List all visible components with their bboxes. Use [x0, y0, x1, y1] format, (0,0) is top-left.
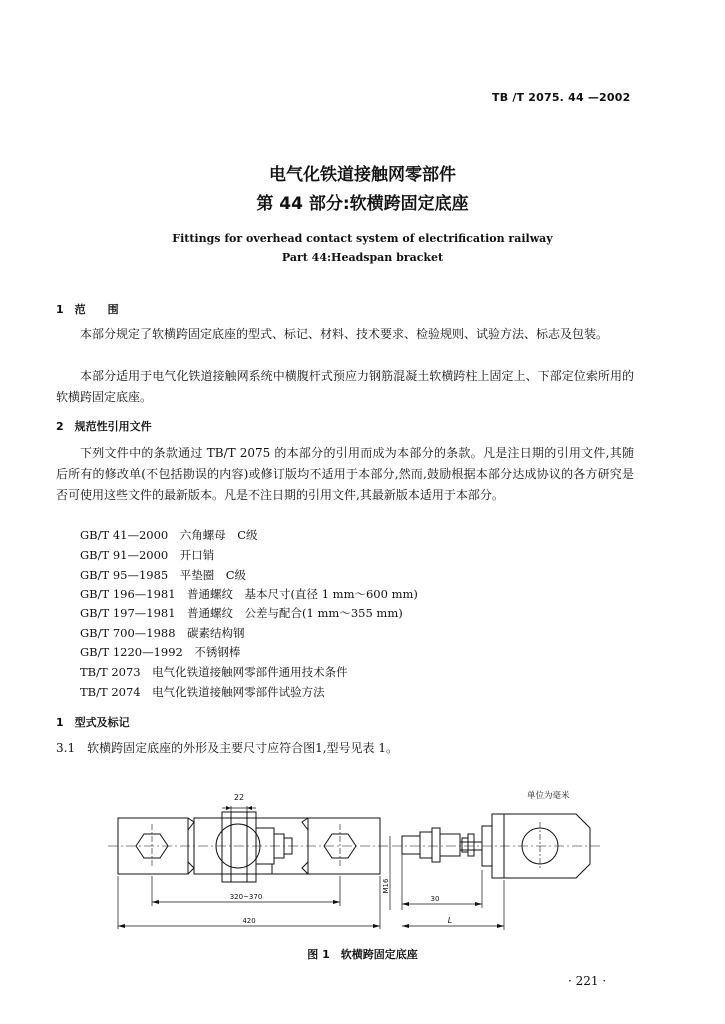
clause-3-1: 3.1 软横跨固定底座的外形及主要尺寸应符合图1,型号见表 1。: [56, 741, 398, 755]
section-1-para-2: 本部分适用于电气化铁道接触网系统中横腹杆式预应力钢筋混凝土软横跨柱上固定上、下部定位索所用的软横跨固定底座。: [56, 369, 634, 404]
dim-30-label: 30: [430, 895, 440, 903]
reference-item: GB/T 1220—1992 不锈钢棒: [80, 645, 241, 659]
title-line-2: 第 44 部分:软横跨固定底座: [256, 194, 469, 214]
unit-note: 单位为毫米: [527, 791, 570, 801]
dim-22-label: 22: [233, 793, 245, 802]
title-line-1: 电气化铁道接触网零部件: [269, 165, 456, 185]
dim-420-label: 420: [242, 917, 256, 925]
english-title-line-1: Fittings for overhead contact system of electrification railway: [172, 232, 553, 245]
english-title-line-2: Part 44:Headspan bracket: [281, 251, 444, 264]
section-2-heading: 2 规范性引用文件: [56, 420, 152, 433]
dim-m16-label: M16: [382, 878, 390, 894]
figure-1-drawing: [90, 784, 600, 939]
reference-item: GB/T 700—1988 碳素结构钢: [80, 626, 245, 640]
front-view: [108, 806, 390, 929]
reference-item: GB/T 95—1985 平垫圈 C级: [80, 568, 247, 582]
section-1-heading: 1 范 围: [56, 303, 119, 316]
section-2-para: 下列文件中的条款通过 TB/T 2075 的本部分的引用而成为本部分的条款。凡是注日期的引用文件,其随后所有的修改单(不包括勘误的内容)或修订版均不适用于本部分,然而,鼓励根据本部分达成协议的各方研究是否可使用这些文件的最新版本。凡是不注日期的引用文件,其最新版本适用于本部分。: [56, 446, 634, 502]
figure-caption: 图 1 软横跨固定底座: [307, 948, 418, 961]
reference-item: TB/T 2074 电气化铁道接触网零部件试验方法: [80, 685, 325, 699]
section-3-heading: 1 型式及标记: [56, 716, 130, 729]
page-number: · 221 ·: [568, 974, 607, 988]
dim-320-370-label: 320~370: [229, 893, 263, 901]
reference-item: GB/T 197—1981 普通螺纹 公差与配合(1 mm～355 mm): [80, 606, 403, 620]
reference-item: GB/T 91—2000 开口销: [80, 548, 215, 562]
dim-l-label: L: [447, 916, 453, 925]
reference-item: GB/T 196—1981 普通螺纹 基本尺寸(直径 1 mm～600 mm): [80, 587, 418, 601]
reference-item: TB/T 2073 电气化铁道接触网零部件通用技术条件: [80, 665, 348, 679]
reference-item: GB/T 41—2000 六角螺母 C级: [80, 528, 258, 542]
standard-number: TB /T 2075. 44 —2002: [492, 91, 631, 104]
side-view: [390, 814, 600, 930]
section-1-para-1: 本部分规定了软横跨固定底座的型式、标记、材料、技术要求、检验规则、试验方法、标志及包装。: [80, 327, 609, 341]
